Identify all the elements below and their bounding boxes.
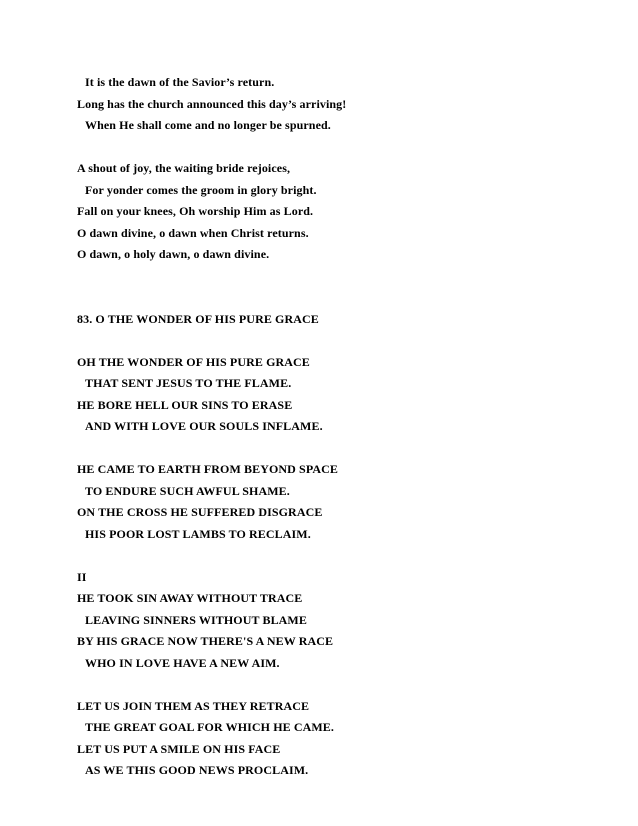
stanza-1-line-3: When He shall come and no longer be spurned. (85, 118, 331, 132)
stanza-2-line-1: A shout of joy, the waiting bride rejoices, (77, 161, 291, 175)
stanza-4-line-4: HIS POOR LOST LAMBS TO RECLAIM. (85, 526, 311, 541)
stanza-5 (77, 588, 617, 674)
stanza-3-line-2: THAT SENT JESUS TO THE FLAME. (85, 376, 292, 390)
stanza-4-line-2: TO ENDURE SUCH AWFUL SHAME. (85, 483, 290, 498)
stanza-1-line-1: It is the dawn of the Savior’s return. (85, 75, 275, 89)
stanza-5-line-2: LEAVING SINNERS WITHOUT BLAME (85, 612, 307, 627)
spacer (77, 330, 617, 352)
stanza-2-line-2: For yonder comes the groom in glory bright. (85, 182, 317, 197)
stanza-2 (77, 158, 617, 266)
stanza-6 (77, 696, 617, 782)
spacer (77, 438, 617, 460)
stanza-3 (77, 352, 617, 438)
stanza-5-line-1: HE TOOK SIN AWAY WITHOUT TRACE (77, 591, 303, 605)
stanza-5-line-3: BY HIS GRACE NOW THERE'S A NEW RACE (77, 634, 334, 648)
stanza-6-line-3: LET US PUT A SMILE ON HIS FACE (77, 741, 281, 756)
spacer (77, 545, 617, 567)
stanza-5-line-4: WHO IN LOVE HAVE A NEW AIM. (85, 655, 280, 670)
section-marker: II (77, 569, 87, 584)
spacer (77, 674, 617, 696)
stanza-6-line-1: LET US JOIN THEM AS THEY RETRACE (77, 698, 310, 713)
stanza-4 (77, 459, 617, 545)
stanza-1 (77, 72, 617, 137)
stanza-6-line-4: AS WE THIS GOOD NEWS PROCLAIM. (85, 763, 309, 777)
stanza-3-line-1: OH THE WONDER OF HIS PURE GRACE (77, 354, 310, 369)
stanza-2-line-4: O dawn divine, o dawn when Christ returns. (77, 225, 309, 240)
stanza-3-line-3: HE BORE HELL OUR SINS TO ERASE (77, 397, 293, 412)
spacer (77, 266, 617, 309)
stanza-2-line-5: O dawn, o holy dawn, o dawn divine. (77, 247, 270, 261)
stanza-1-line-2: Long has the church announced this day’s arriving! (77, 96, 347, 111)
stanza-6-line-2: THE GREAT GOAL FOR WHICH HE CAME. (85, 720, 335, 734)
stanza-4-line-1: HE CAME TO EARTH FROM BEYOND SPACE (77, 462, 339, 476)
stanza-2-line-3: Fall on your knees, Oh worship Him as Lord. (77, 204, 314, 218)
stanza-3-line-4: AND WITH LOVE OUR SOULS INFLAME. (85, 419, 323, 433)
spacer (77, 137, 617, 159)
hymn-title: 83. O THE WONDER OF HIS PURE GRACE (77, 311, 319, 326)
document-page (77, 72, 617, 782)
stanza-4-line-3: ON THE CROSS HE SUFFERED DISGRACE (77, 505, 323, 519)
